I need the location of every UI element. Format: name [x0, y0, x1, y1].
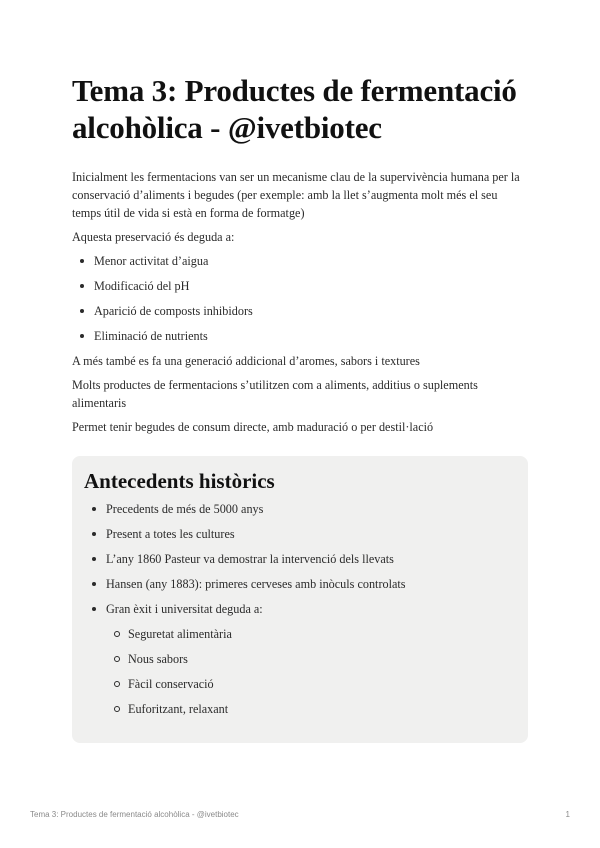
history-list: [84, 500, 516, 718]
sub-list-item: Nous sabors: [106, 650, 516, 668]
sub-list-item: Fàcil conservació: [106, 675, 516, 693]
list-item-label: Gran èxit i universitat deguda a:: [106, 602, 263, 616]
list-item: Eliminació de nutrients: [72, 327, 528, 345]
list-item: L’any 1860 Pasteur va demostrar la intervenció dels llevats: [84, 550, 516, 568]
list-item-with-sublist: [84, 600, 516, 718]
list-item: Menor activitat d’aigua: [72, 252, 528, 270]
historical-background-callout: [72, 456, 528, 743]
document-body: [72, 72, 528, 442]
list-item: Aparició de composts inhibidors: [72, 302, 528, 320]
page-number: 1: [565, 810, 570, 819]
success-reasons-sublist: [106, 625, 516, 718]
body-paragraph: Permet tenir begudes de consum directe, amb maduració o per destil·lació: [72, 420, 434, 434]
intro-paragraph: Inicialment les fermentacions van ser un mecanisme clau de la supervivència humana per la conservació d’aliments i begudes (per exemple: amb la llet s’augmenta molt més el seu temps útil de vida si està en forma de formatge): [72, 170, 520, 220]
list-item: Modificació del pH: [72, 277, 528, 295]
sub-list-item: Seguretat alimentària: [106, 625, 516, 643]
sub-list-item: Euforitzant, relaxant: [106, 700, 516, 718]
list-item: Present a totes les cultures: [84, 525, 516, 543]
list-item: Precedents de més de 5000 anys: [84, 500, 516, 518]
page-title: Tema 3: Productes de fermentació alcohòlica - @ivetbiotec: [72, 73, 517, 145]
callout-title: Antecedents històrics: [84, 469, 275, 493]
body-paragraph: Molts productes de fermentacions s’utilitzen com a aliments, additius o suplements alimentaris: [72, 378, 478, 410]
footer-title: Tema 3: Productes de fermentació alcohòlica - @ivetbiotec: [30, 810, 239, 819]
body-paragraph: A més també es fa una generació addicional d’aromes, sabors i textures: [72, 354, 420, 368]
preservation-reasons-list: [72, 252, 528, 345]
list-item: Hansen (any 1883): primeres cerveses amb inòculs controlats: [84, 575, 516, 593]
intro-paragraph: Aquesta preservació és deguda a:: [72, 230, 235, 244]
